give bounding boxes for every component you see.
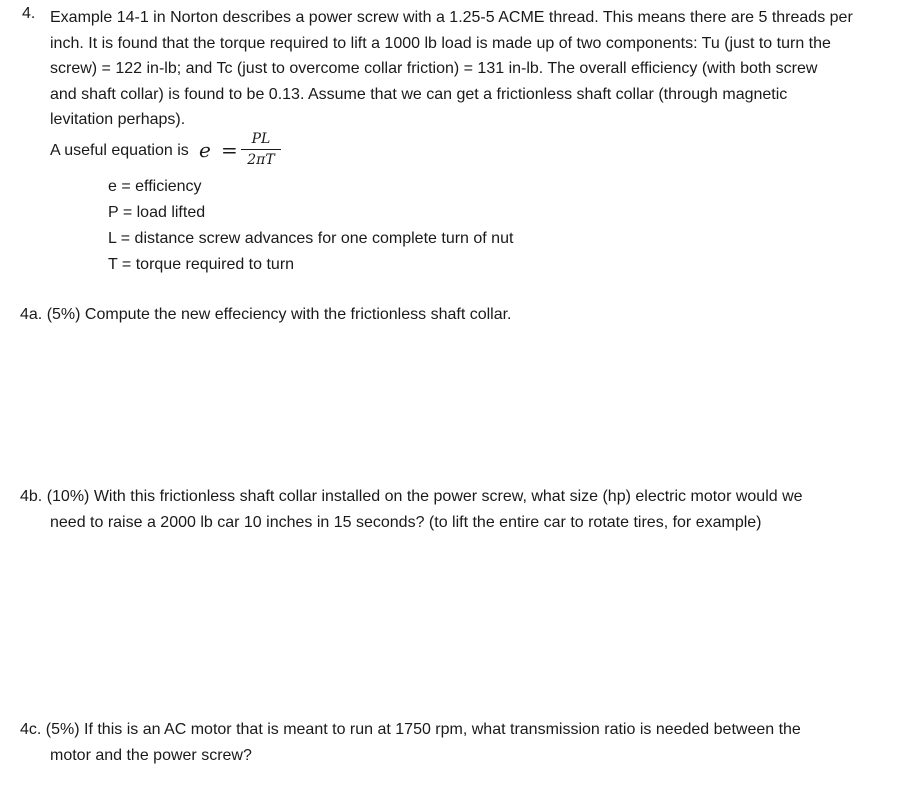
equation-equals: =	[221, 138, 238, 162]
equation-variable: e	[199, 138, 211, 162]
fraction-numerator: PL	[251, 131, 271, 147]
definition-item: P = load lifted	[108, 204, 206, 221]
fraction-bar	[241, 149, 281, 150]
efficiency-equation	[50, 130, 450, 174]
definition-item: T = torque required to turn	[108, 256, 295, 273]
equation-label: A useful equation is	[50, 142, 189, 159]
question-4c	[20, 717, 880, 768]
question-4a	[20, 302, 880, 328]
problem-line: screw) = 122 in-lb; and Tc (just to overcome collar friction) = 131 in-lb. The overall efficiency (with both screw	[50, 60, 818, 77]
problem-line: Example 14-1 in Norton describes a power screw with a 1.25-5 ACME thread. This means there are 5 threads per	[50, 9, 853, 26]
question-4b-line2: need to raise a 2000 lb car 10 inches in 15 seconds? (to lift the entire car to rotate tires, for example)	[50, 513, 762, 531]
equation-fraction	[241, 130, 281, 169]
problem-line: inch. It is found that the torque required to lift a 1000 lb load is made up of two components: Tu (just to turn the	[50, 34, 831, 52]
question-4c-line1: 4c. (5%) If this is an AC motor that is meant to run at 1750 rpm, what transmission ratio is needed between the	[20, 721, 801, 738]
question-4c-line2: motor and the power screw?	[50, 746, 252, 764]
problem-statement	[50, 5, 900, 133]
question-4b-line1: 4b. (10%) With this frictionless shaft collar installed on the power screw, what size (hp) electric motor would we	[20, 488, 803, 505]
variable-definitions	[108, 174, 513, 278]
question-number: 4.	[22, 5, 36, 22]
problem-line: and shaft collar) is found to be 0.13. Assume that we can get a frictionless shaft collar (through magnetic	[50, 85, 788, 103]
fraction-denominator: 2πT	[247, 152, 275, 168]
problem-line: levitation perhaps).	[50, 111, 186, 128]
question-4b	[20, 484, 880, 535]
definition-item: e = efficiency	[108, 178, 202, 195]
definition-item: L = distance screw advances for one complete turn of nut	[108, 230, 514, 247]
question-4a-text: 4a. (5%) Compute the new effeciency with the frictionless shaft collar.	[20, 306, 512, 323]
